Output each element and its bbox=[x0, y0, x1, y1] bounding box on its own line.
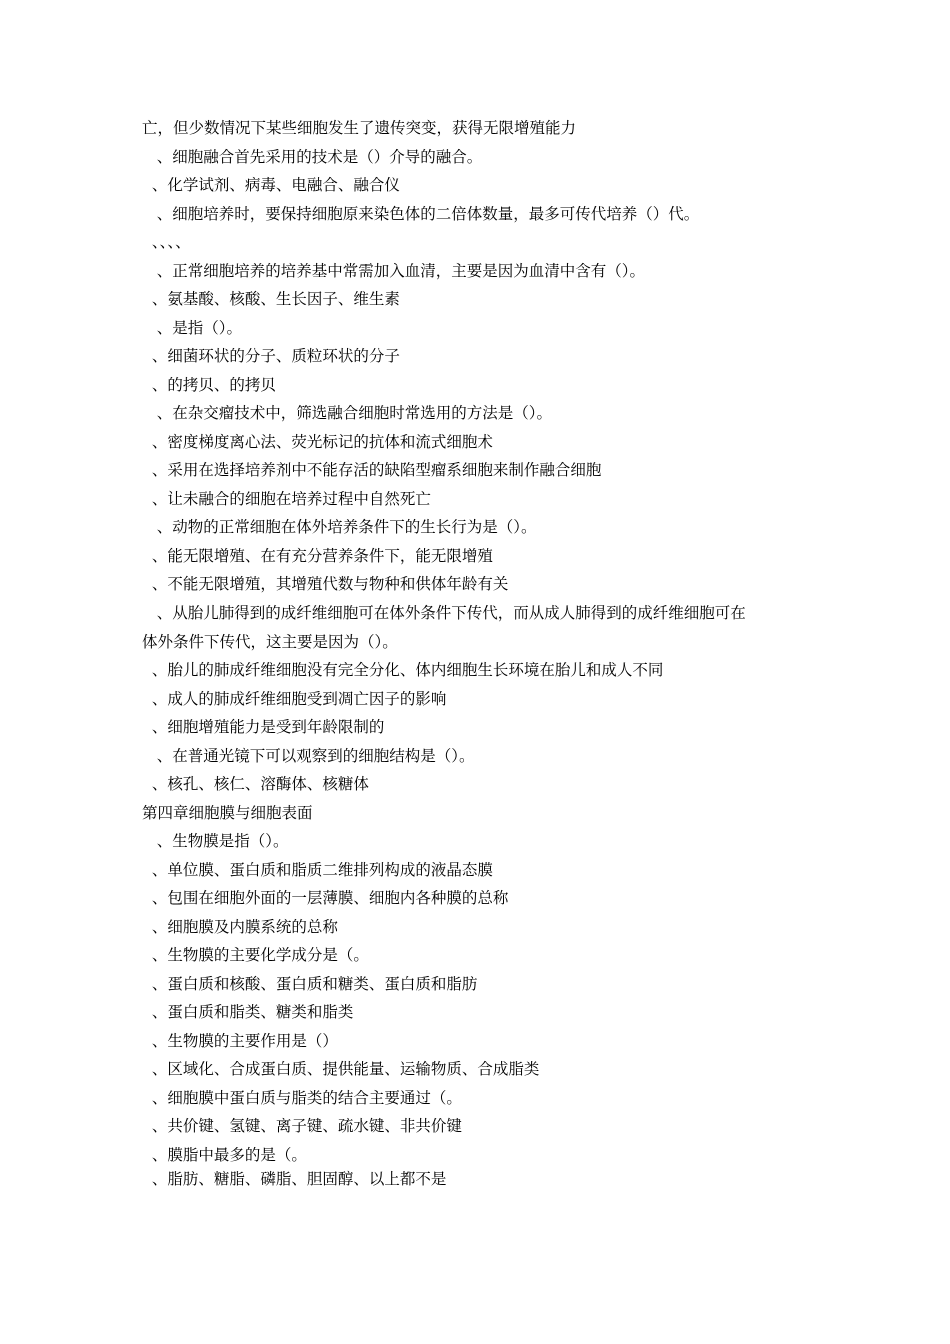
option-line: 、化学试剂、病毒、电融合、融合仪 bbox=[142, 176, 400, 194]
question-line: 、从胎儿肺得到的成纤维细胞可在体外条件下传代，而从成人肺得到的成纤维细胞可在 bbox=[142, 604, 746, 622]
option-line: 、单位膜、蛋白质和脂质二维排列构成的液晶态膜 bbox=[142, 861, 493, 879]
question-line: 、在普通光镜下可以观察到的细胞结构是（）。 bbox=[142, 747, 475, 765]
question-line: 、在杂交瘤技术中，筛选融合细胞时常选用的方法是（）。 bbox=[142, 404, 553, 422]
question-line: 、细胞融合首先采用的技术是（）介导的融合。 bbox=[142, 148, 483, 166]
chapter-heading: 第四章细胞膜与细胞表面 bbox=[142, 804, 313, 822]
question-line: 、生物膜的主要作用是（） bbox=[142, 1032, 338, 1050]
option-line: 、区域化、合成蛋白质、提供能量、运输物质、合成脂类 bbox=[142, 1060, 540, 1078]
text-line: 亡，但少数情况下某些细胞发生了遗传突变，获得无限增殖能力 bbox=[142, 119, 577, 137]
option-line: 、胎儿的肺成纤维细胞没有完全分化、体内细胞生长环境在胎儿和成人不同 bbox=[142, 661, 664, 679]
option-line: 、密度梯度离心法、荧光标记的抗体和流式细胞术 bbox=[142, 433, 493, 451]
question-line: 、生物膜的主要化学成分是（。 bbox=[142, 946, 369, 964]
option-line: 、蛋白质和脂类、糖类和脂类 bbox=[142, 1003, 354, 1021]
option-line: 、不能无限增殖，其增殖代数与物种和供体年龄有关 bbox=[142, 575, 509, 593]
option-line: 、细胞增殖能力是受到年龄限制的 bbox=[142, 718, 385, 736]
question-line-continued: 体外条件下传代，这主要是因为（）。 bbox=[142, 633, 398, 651]
option-line: 、、、、 bbox=[142, 233, 191, 251]
question-line: 、细胞培养时，要保持细胞原来染色体的二倍体数量，最多可传代培养（）代。 bbox=[142, 205, 700, 223]
option-line: 、的拷贝、的拷贝 bbox=[142, 376, 276, 394]
option-line: 、采用在选择培养剂中不能存活的缺陷型瘤系细胞来制作融合细胞 bbox=[142, 461, 602, 479]
question-line: 、是指（）。 bbox=[142, 319, 243, 337]
question-line: 、膜脂中最多的是（。 bbox=[142, 1146, 307, 1164]
option-line: 、氨基酸、核酸、生长因子、维生素 bbox=[142, 290, 400, 308]
option-line: 、核孔、核仁、溶酶体、核糖体 bbox=[142, 775, 369, 793]
option-line: 、让未融合的细胞在培养过程中自然死亡 bbox=[142, 490, 431, 508]
question-line: 、细胞膜中蛋白质与脂类的结合主要通过（。 bbox=[142, 1089, 462, 1107]
option-line: 、细菌环状的分子、质粒环状的分子 bbox=[142, 347, 400, 365]
question-line: 、生物膜是指（）。 bbox=[142, 832, 289, 850]
option-line: 、蛋白质和核酸、蛋白质和糖类、蛋白质和脂肪 bbox=[142, 975, 478, 993]
option-line: 、能无限增殖、在有充分营养条件下，能无限增殖 bbox=[142, 547, 493, 565]
question-line: 、动物的正常细胞在体外培养条件下的生长行为是（）。 bbox=[142, 518, 537, 536]
option-line: 、细胞膜及内膜系统的总称 bbox=[142, 918, 338, 936]
question-line: 、正常细胞培养的培养基中常需加入血清，主要是因为血清中含有（）。 bbox=[142, 262, 646, 280]
option-line: 、成人的肺成纤维细胞受到凋亡因子的影响 bbox=[142, 690, 447, 708]
option-line: 、包围在细胞外面的一层薄膜、细胞内各种膜的总称 bbox=[142, 889, 509, 907]
option-line: 、共价键、氢键、离子键、疏水键、非共价键 bbox=[142, 1117, 462, 1135]
option-line: 、脂肪、糖脂、磷脂、胆固醇、以上都不是 bbox=[142, 1170, 447, 1188]
